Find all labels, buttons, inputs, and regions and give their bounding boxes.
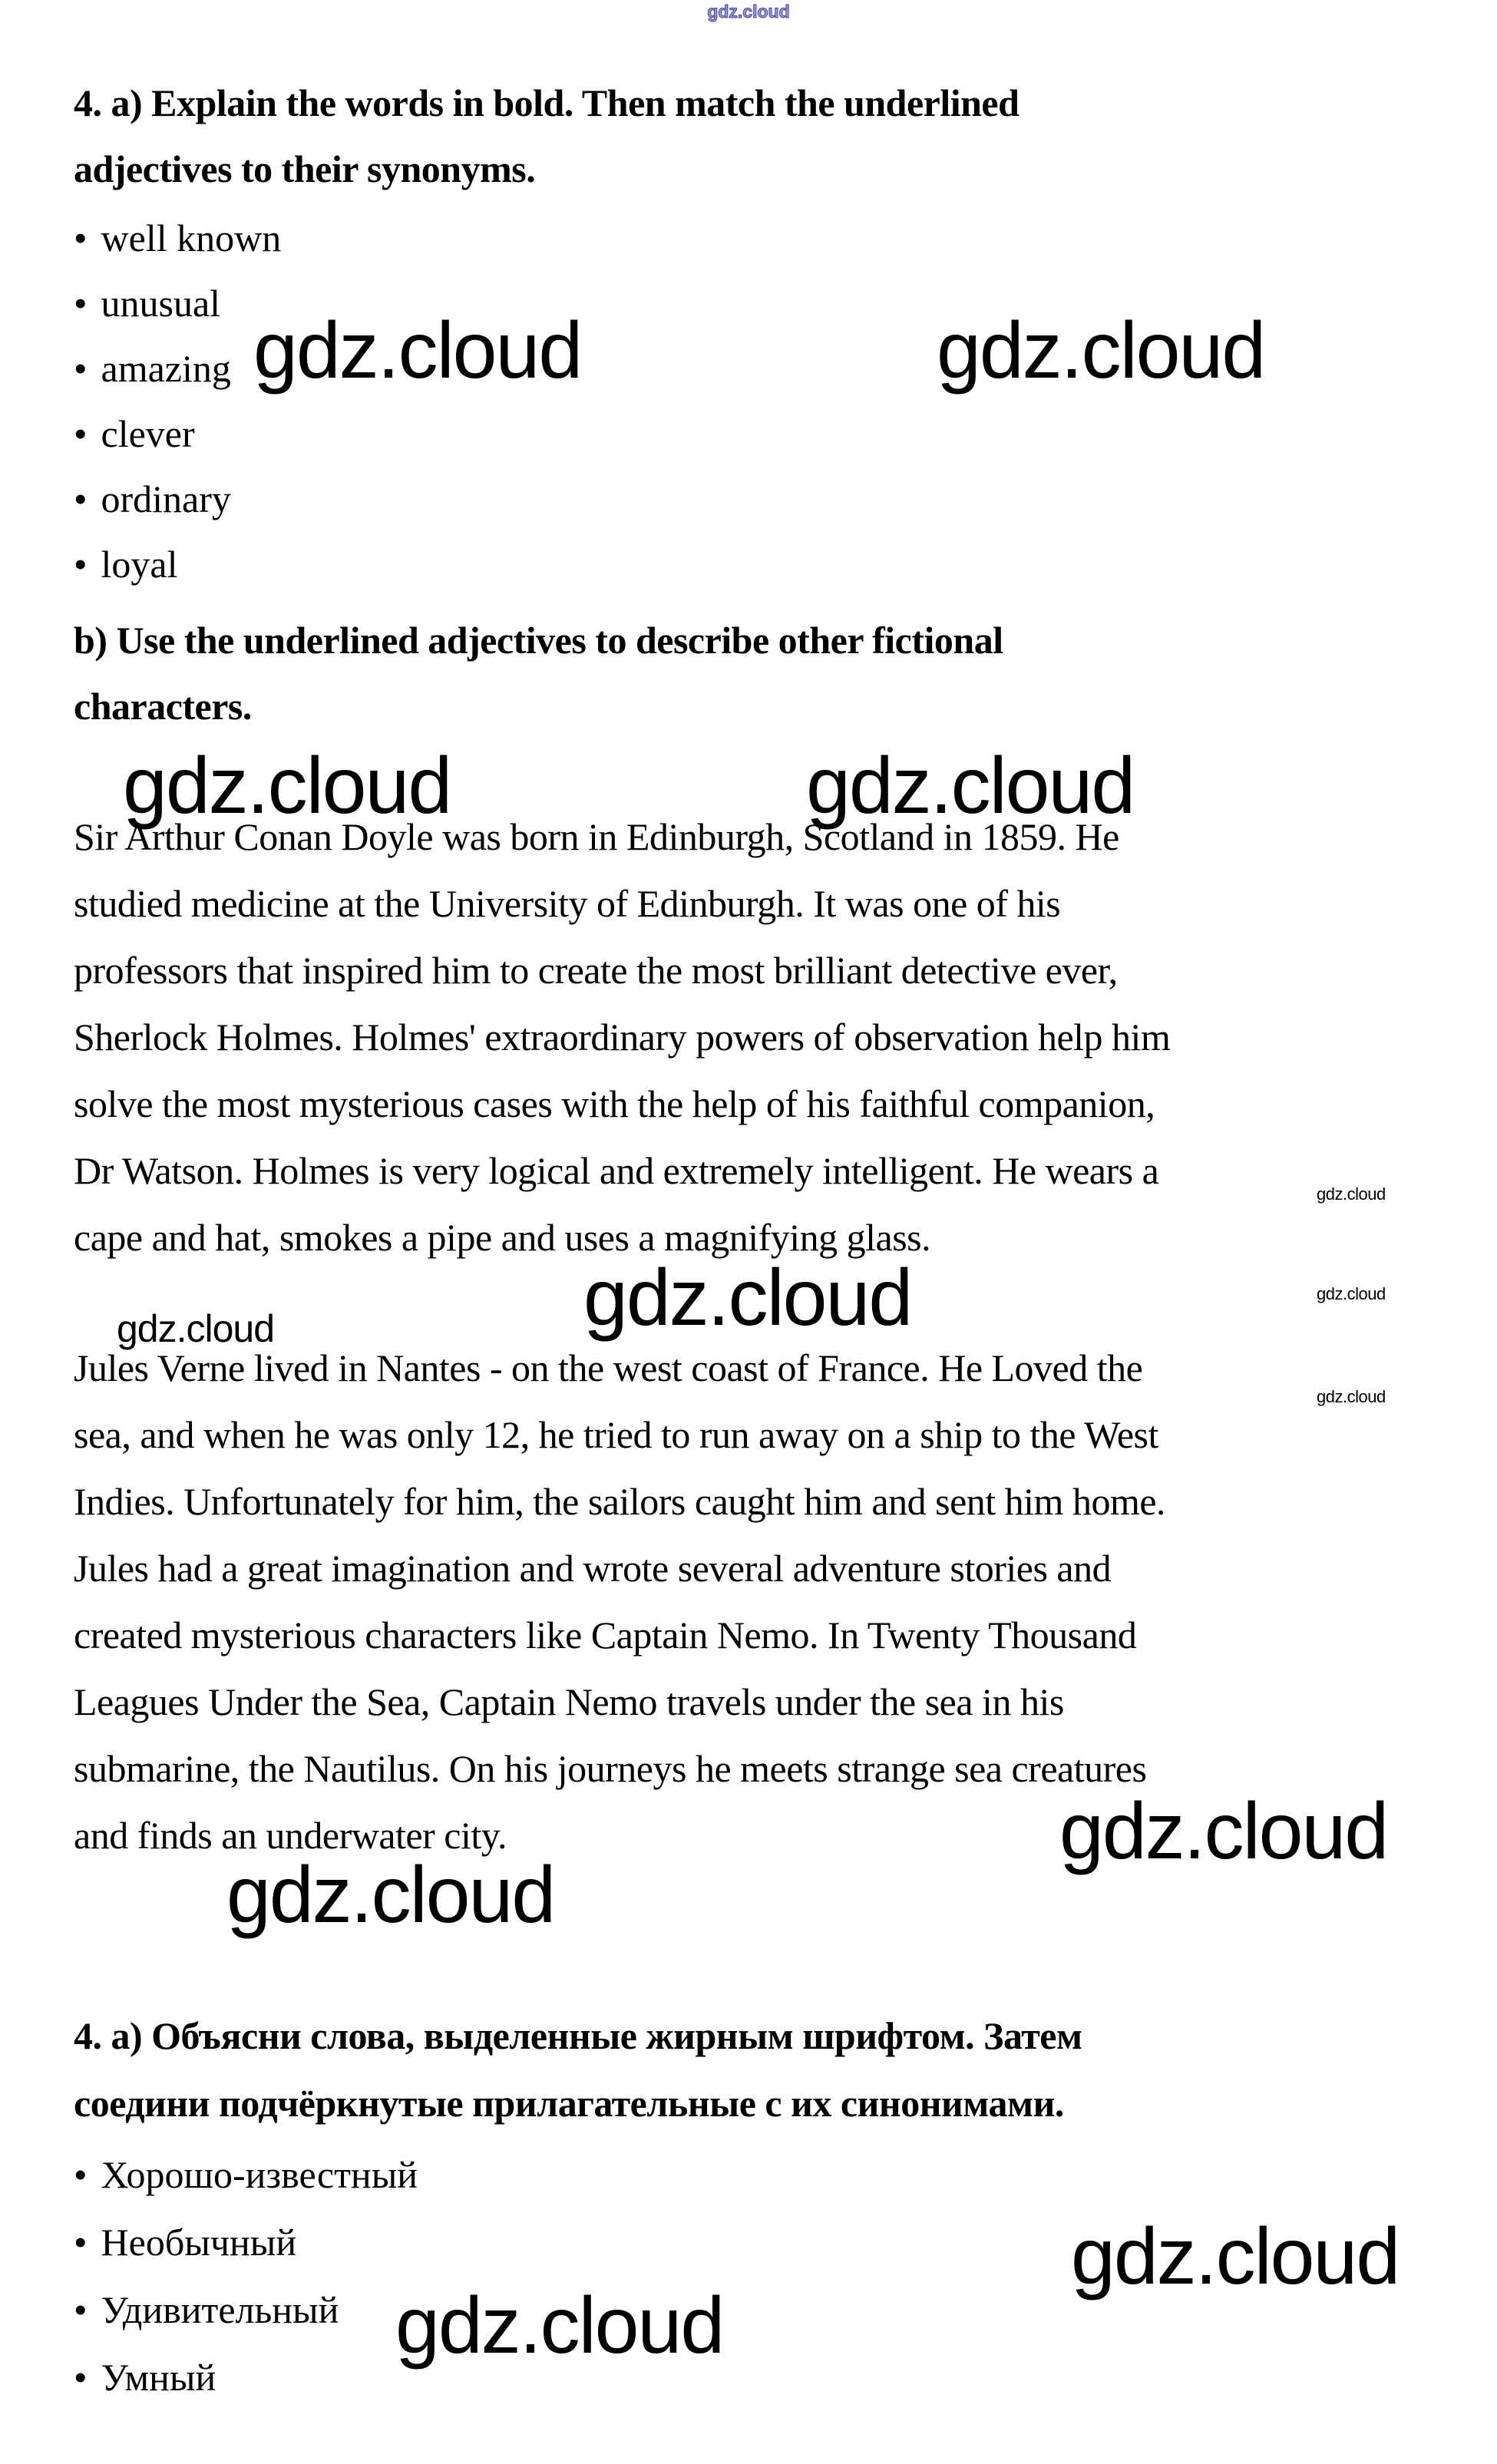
bullet-marker: • — [74, 2153, 88, 2196]
watermark-small-3: gdz.cloud — [1317, 1387, 1386, 1406]
watermark-small-1: gdz.cloud — [1317, 1184, 1386, 1204]
paragraph-line: professors that inspired him to create the most brilliant detective ever, — [74, 949, 1118, 992]
task-a-heading — [74, 70, 1019, 202]
synonym-item — [74, 467, 281, 532]
verne-paragraph — [74, 1335, 1165, 1869]
synonym-item — [74, 2343, 418, 2411]
bullet-marker: • — [74, 2221, 88, 2264]
task-b-heading — [74, 607, 1003, 739]
task-b-heading-line-1: b) Use the underlined adjectives to describe other fictional — [74, 619, 1003, 662]
watermark-top-icon: gdz.cloud — [707, 2, 790, 21]
watermark-large-2-right: gdz.cloud — [806, 742, 1135, 831]
doyle-paragraph — [74, 804, 1170, 1271]
bullet-marker: • — [74, 347, 88, 390]
synonym-item — [74, 271, 281, 336]
task-a-heading-line-2: adjectives to their synonyms. — [74, 147, 536, 190]
paragraph-line: Sir Arthur Conan Doyle was born in Edinburgh, Scotland in 1859. He — [74, 815, 1119, 858]
watermark-medium-left: gdz.cloud — [117, 1307, 275, 1350]
watermark-large-4-mid: gdz.cloud — [395, 2281, 724, 2370]
paragraph-line: cape and hat, smokes a pipe and uses a magnifying glass. — [74, 1216, 931, 1259]
task-ru-heading-line-1: 4. а) Объясни слова, выделенные жирным шрифтом. Затем — [74, 2014, 1082, 2057]
bullet-marker: • — [74, 282, 88, 325]
synonym-label: unusual — [101, 282, 221, 325]
watermark-large-3-right: gdz.cloud — [1059, 1787, 1388, 1876]
paragraph-line: studied medicine at the University of Edinburgh. It was one of his — [74, 882, 1061, 925]
paragraph-line: Leagues Under the Sea, Captain Nemo travels under the sea in his — [74, 1680, 1064, 1723]
synonym-label: Необычный — [101, 2221, 297, 2264]
synonyms-list-ru — [74, 2141, 418, 2411]
bullet-marker: • — [74, 2288, 88, 2331]
paragraph-line: Dr Watson. Holmes is very logical and extremely intelligent. He wears a — [74, 1149, 1159, 1192]
synonym-label: well known — [101, 216, 282, 259]
watermark-large-2-left: gdz.cloud — [123, 742, 451, 831]
watermark-large-4-right: gdz.cloud — [1071, 2212, 1400, 2301]
watermark-large-1-left: gdz.cloud — [253, 306, 582, 395]
bullet-marker: • — [74, 477, 88, 520]
watermark-small-2: gdz.cloud — [1317, 1284, 1386, 1303]
synonym-item — [74, 206, 281, 271]
task-a-heading-line-1: 4. a) Explain the words in bold. Then match the underlined — [74, 81, 1019, 124]
synonym-item — [74, 532, 281, 597]
task-ru-heading-line-2: соедини подчёркнутые прилагательные с их синонимами. — [74, 2082, 1064, 2125]
paragraph-line: solve the most mysterious cases with the help of his faithful companion, — [74, 1082, 1155, 1125]
paragraph-line: and finds an underwater city. — [74, 1814, 507, 1857]
paragraph-line: created mysterious characters like Captain Nemo. In Twenty Thousand — [74, 1613, 1137, 1656]
synonym-item — [74, 2276, 418, 2343]
synonym-item — [74, 2141, 418, 2208]
synonym-label: Удивительный — [101, 2288, 339, 2331]
synonym-item — [74, 2208, 418, 2276]
paragraph-line: submarine, the Nautilus. On his journeys he meets strange sea creatures — [74, 1747, 1147, 1790]
paragraph-line: Sherlock Holmes. Holmes' extraordinary powers of observation help him — [74, 1016, 1171, 1059]
synonym-item — [74, 336, 281, 401]
synonym-label: clever — [101, 412, 195, 455]
watermark-large-3-left: gdz.cloud — [226, 1851, 555, 1940]
paragraph-line: Jules Verne lived in Nantes - on the west coast of France. He Loved the — [74, 1346, 1143, 1389]
bullet-marker: • — [74, 2356, 88, 2399]
paragraph-line: Jules had a great imagination and wrote several adventure stories and — [74, 1547, 1112, 1590]
synonyms-list-en — [74, 206, 281, 597]
bullet-marker: • — [74, 216, 88, 259]
synonym-label: Умный — [101, 2356, 216, 2399]
synonym-item — [74, 401, 281, 467]
bullet-marker: • — [74, 412, 88, 455]
watermark-large-center: gdz.cloud — [583, 1253, 912, 1343]
synonym-label: loyal — [101, 543, 178, 586]
synonym-label: amazing — [101, 347, 231, 390]
bullet-marker: • — [74, 543, 88, 586]
paragraph-line: sea, and when he was only 12, he tried to run away on a ship to the West — [74, 1413, 1158, 1456]
synonym-label: Хорошо-известный — [101, 2153, 418, 2196]
task-b-heading-line-2: characters. — [74, 685, 252, 728]
paragraph-line: Indies. Unfortunately for him, the sailors caught him and sent him home. — [74, 1480, 1166, 1523]
synonym-label: ordinary — [101, 477, 231, 520]
task-ru-heading — [74, 2002, 1082, 2137]
watermark-large-1-right: gdz.cloud — [937, 306, 1265, 395]
